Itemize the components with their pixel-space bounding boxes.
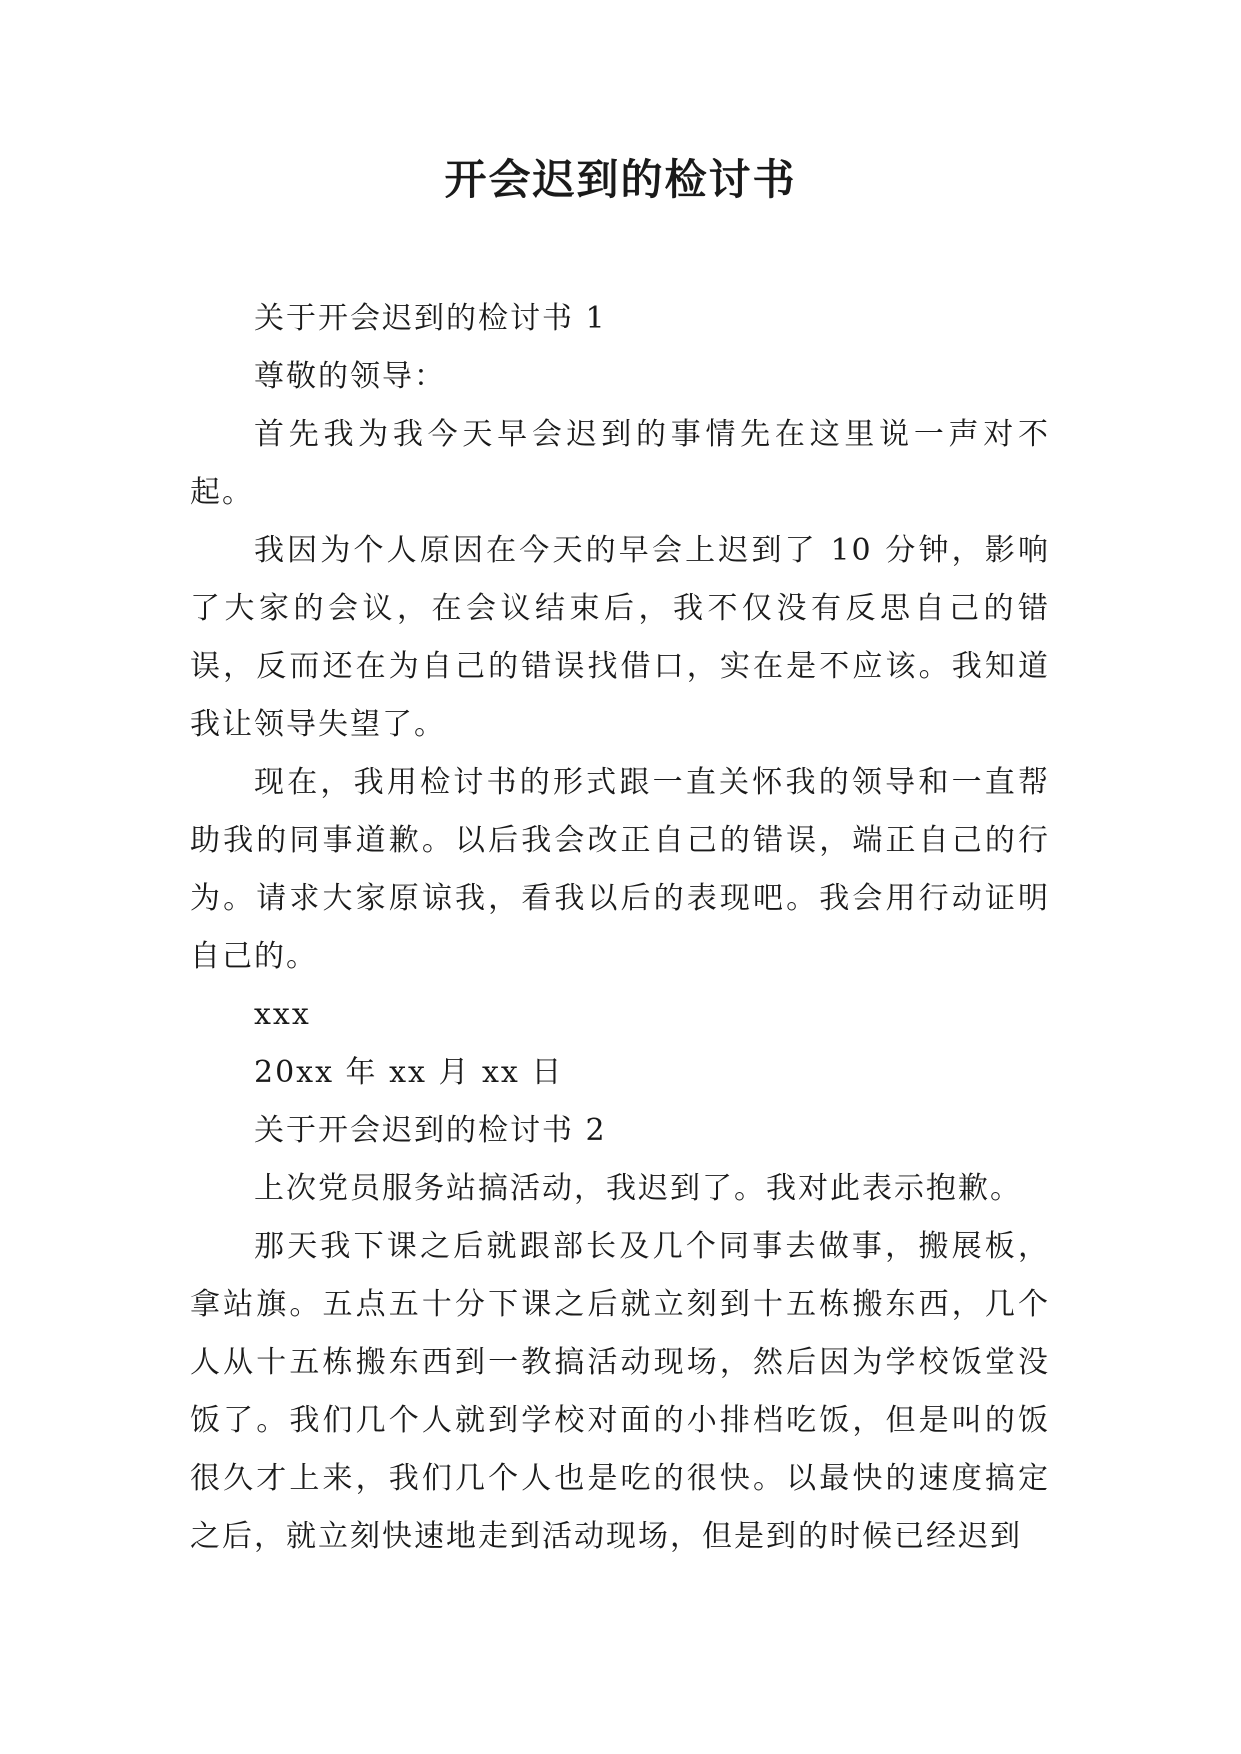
document-body [190,290,1050,1566]
section-heading-1: 关于开会迟到的检讨书 1 [254,301,607,336]
paragraph: 那天我下课之后就跟部长及几个同事去做事，搬展板，拿站旗。五点五十分下课之后就立刻到十五栋搬东西，几个人从十五栋搬东西到一教搞活动现场，然后因为学校饭堂没饭了。我们几个人就到学校对面的小排档吃饭，但是叫的饭很久才上来，我们几个人也是吃的很快。以最快的速度搞定之后，就立刻快速地走到活动现场，但是到的时候已经迟到 [190,1229,1050,1554]
section-heading-2: 关于开会迟到的检讨书 2 [254,1113,607,1148]
paragraph: 现在，我用检讨书的形式跟一直关怀我的领导和一直帮助我的同事道歉。以后我会改正自己的错误，端正自己的行为。请求大家原谅我，看我以后的表现吧。我会用行动证明自己的。 [190,765,1050,974]
signature-date: 20xx 年 xx 月 xx 日 [254,1055,564,1090]
paragraph: 上次党员服务站搞活动，我迟到了。我对此表示抱歉。 [254,1171,1022,1206]
signature-name: xxx [254,997,311,1032]
paragraph: 首先我为我今天早会迟到的事情先在这里说一声对不起。 [190,417,1050,510]
salutation: 尊敬的领导： [254,359,446,394]
paragraph: 我因为个人原因在今天的早会上迟到了 10 分钟，影响了大家的会议，在会议结束后，我不仅没有反思自己的错误，反而还在为自己的错误找借口，实在是不应该。我知道我让领导失望了。 [190,533,1050,742]
document-title: 开会迟到的检讨书 [444,155,797,204]
